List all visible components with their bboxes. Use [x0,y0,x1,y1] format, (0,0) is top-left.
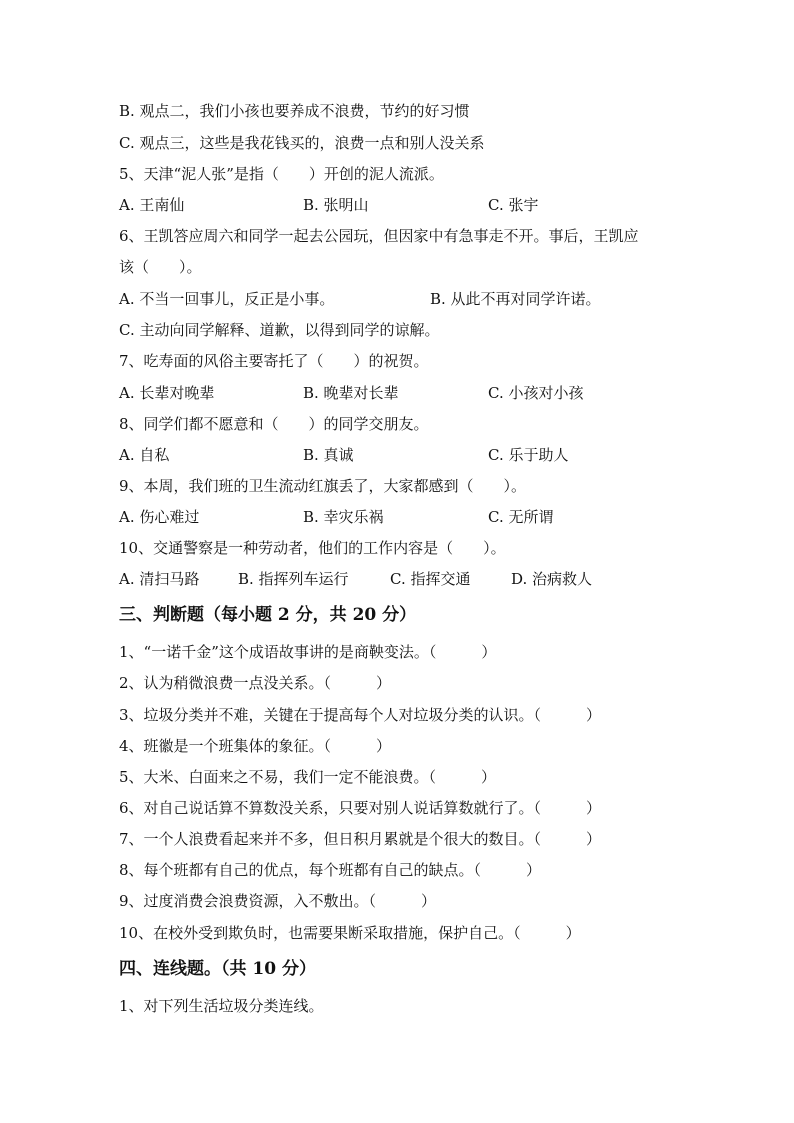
q6-option-b: B. 从此不再对同学许诺。 [430,290,601,308]
q8-option-a: A. 自私 [119,446,170,464]
q4-option-c: C. 观点三，这些是我花钱买的，浪费一点和别人没关系 [119,134,485,152]
s3-item-8: 8、每个班都有自己的优点，每个班都有自己的缺点。（ ） [119,861,542,879]
q7-option-a: A. 长辈对晚辈 [119,384,215,402]
q6-option-c: C. 主动向同学解释、道歉，以得到同学的谅解。 [119,321,440,339]
s3-item-2: 2、认为稍微浪费一点没关系。（ ） [119,674,392,692]
q6-option-a: A. 不当一回事儿，反正是小事。 [119,290,335,308]
s3-item-4: 4、班徽是一个班集体的象征。（ ） [119,737,392,755]
section3-title: 三、判断题（每小题 2 分，共 20 分） [119,605,417,625]
q9-stem: 9、本周，我们班的卫生流动红旗丢了，大家都感到（ ）。 [119,477,527,495]
q7-option-b: B. 晚辈对长辈 [303,384,399,402]
q6-stem-line1: 6、王凯答应周六和同学一起去公园玩，但因家中有急事走不开。事后，王凯应 [119,227,639,245]
q5-option-b: B. 张明山 [303,196,369,214]
s3-item-10: 10、在校外受到欺负时，也需要果断采取措施，保护自己。（ ） [119,924,581,942]
q9-option-c: C. 无所谓 [488,508,554,526]
s3-item-9: 9、过度消费会浪费资源，入不敷出。（ ） [119,892,437,910]
q10-option-b: B. 指挥列车运行 [238,570,349,588]
q5-option-c: C. 张宇 [488,196,539,214]
s3-item-6: 6、对自己说话算不算数没关系，只要对别人说话算数就行了。（ ） [119,799,602,817]
q5-option-a: A. 王南仙 [119,196,185,214]
q10-option-a: A. 清扫马路 [119,570,200,588]
q8-option-c: C. 乐于助人 [488,446,569,464]
s4-item-1: 1、对下列生活垃圾分类连线。 [119,997,324,1015]
q10-option-c: C. 指挥交通 [390,570,471,588]
q7-stem: 7、吃寿面的风俗主要寄托了（ ）的祝贺。 [119,352,429,370]
q10-option-d: D. 治病救人 [511,570,593,588]
q9-option-b: B. 幸灾乐祸 [303,508,384,526]
s3-item-7: 7、一个人浪费看起来并不多，但日积月累就是个很大的数目。（ ） [119,830,602,848]
s3-item-5: 5、大米、白面来之不易，我们一定不能浪费。（ ） [119,768,497,786]
q9-option-a: A. 伤心难过 [119,508,200,526]
q5-stem: 5、天津“泥人张”是指（ ）开创的泥人流派。 [119,165,444,183]
s3-item-1: 1、“一诺千金”这个成语故事讲的是商鞅变法。（ ） [119,643,497,661]
q7-option-c: C. 小孩对小孩 [488,384,584,402]
s3-item-3: 3、垃圾分类并不难，关键在于提高每个人对垃圾分类的认识。（ ） [119,706,602,724]
q8-stem: 8、同学们都不愿意和（ ）的同学交朋友。 [119,415,429,433]
q8-option-b: B. 真诚 [303,446,354,464]
section4-title: 四、连线题。（共 10 分） [119,959,316,979]
q10-stem: 10、交通警察是一种劳动者，他们的工作内容是（ ）。 [119,539,506,557]
q4-option-b: B. 观点二，我们小孩也要养成不浪费，节约的好习惯 [119,102,470,120]
q6-stem-line2: 该（ ）。 [119,258,202,276]
